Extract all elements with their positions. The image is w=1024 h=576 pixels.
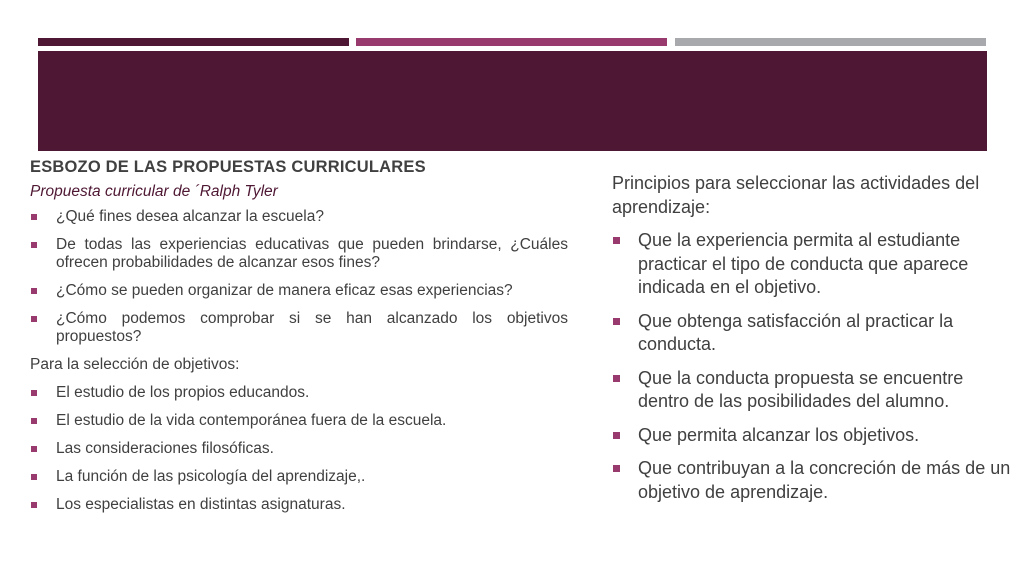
square-bullet-icon xyxy=(613,432,620,439)
square-bullet-icon xyxy=(613,375,620,382)
right-column xyxy=(612,172,1016,504)
square-bullet-icon xyxy=(31,214,37,220)
list-item: Los especialistas en distintas asignaturas. xyxy=(30,496,568,514)
square-bullet-icon xyxy=(31,418,37,424)
list-item: ¿Qué fines desea alcanzar la escuela? xyxy=(30,208,568,226)
square-bullet-icon xyxy=(31,242,37,248)
list-item: ¿Cómo se pueden organizar de manera eficaz esas experiencias? xyxy=(30,282,568,300)
square-bullet-icon xyxy=(31,474,37,480)
square-bullet-icon xyxy=(613,237,620,244)
list-item: Que contribuyan a la concreción de más de un objetivo de aprendizaje. xyxy=(612,457,1016,504)
list-item: De todas las experiencias educativas que pueden brindarse, ¿Cuáles ofrecen probabilidades de alcanzar esos fines? xyxy=(30,236,568,272)
square-bullet-icon xyxy=(613,318,620,325)
square-bullet-icon xyxy=(31,316,37,322)
list-item: El estudio de la vida contemporánea fuera de la escuela. xyxy=(30,412,568,430)
left-column xyxy=(30,156,568,514)
section-subtitle: Propuesta curricular de ´Ralph Tyler xyxy=(30,183,278,200)
selection-list xyxy=(30,384,568,514)
square-bullet-icon xyxy=(613,465,620,472)
list-item: Que permita alcanzar los objetivos. xyxy=(612,424,1016,448)
list-item: El estudio de los propios educandos. xyxy=(30,384,568,402)
square-bullet-icon xyxy=(31,390,37,396)
top-stripe-gray xyxy=(675,38,986,46)
list-item: ¿Cómo podemos comprobar si se han alcanzado los objetivos propuestos? xyxy=(30,310,568,346)
square-bullet-icon xyxy=(31,502,37,508)
principles-intro: Principios para seleccionar las actividades del aprendizaje: xyxy=(612,173,980,217)
square-bullet-icon xyxy=(31,446,37,452)
list-item: Que la experiencia permita al estudiante practicar el tipo de conducta que aparece indicada en el objetivo. xyxy=(612,229,1016,300)
square-bullet-icon xyxy=(31,288,37,294)
principles-list xyxy=(612,229,1016,504)
list-item: Las consideraciones filosóficas. xyxy=(30,440,568,458)
questions-list xyxy=(30,208,568,346)
list-item: Que obtenga satisfacción al practicar la conducta. xyxy=(612,310,1016,357)
list-item: Que la conducta propuesta se encuentre dentro de las posibilidades del alumno. xyxy=(612,367,1016,414)
top-stripe-plum xyxy=(38,38,349,46)
list-item: La función de las psicología del aprendizaje,. xyxy=(30,468,568,486)
section-heading: ESBOZO DE LAS PROPUESTAS CURRICULARES xyxy=(30,158,426,176)
title-banner xyxy=(38,51,987,151)
selection-label: Para la selección de objetivos: xyxy=(30,356,240,373)
top-stripe-magenta xyxy=(356,38,667,46)
